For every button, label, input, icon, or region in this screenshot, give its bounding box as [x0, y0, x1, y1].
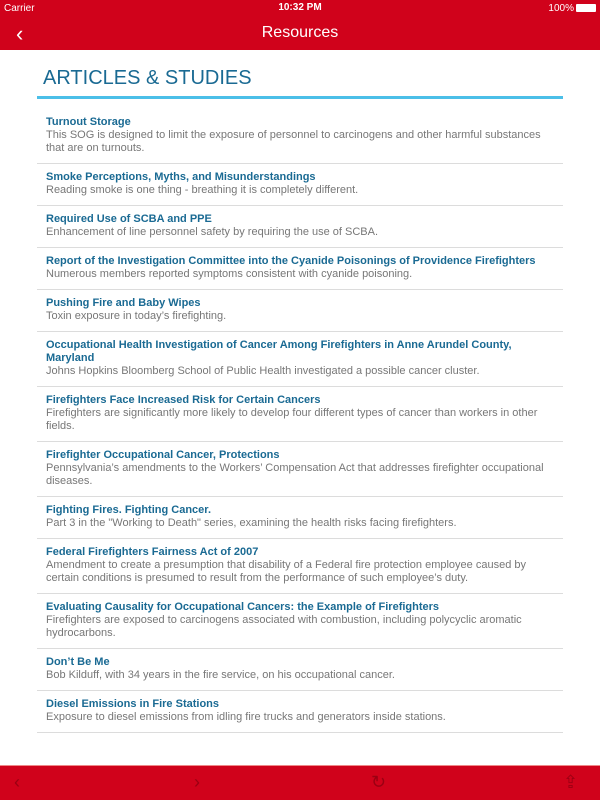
article-list	[37, 109, 563, 733]
article-title[interactable]: Diesel Emissions in Fire Stations	[46, 698, 219, 710]
article-title[interactable]: Evaluating Causality for Occupational Cancers: the Example of Firefighters	[46, 601, 440, 613]
article-description: Amendment to create a presumption that disability of a Federal fire protection employee caused by certain conditions is presumed to result from the performance of such employee’s duty.	[46, 559, 526, 584]
article-item[interactable]	[37, 109, 563, 164]
article-item[interactable]	[37, 594, 563, 649]
article-title[interactable]: Don’t Be Me	[46, 656, 110, 668]
battery-label: 100%	[548, 2, 574, 14]
article-title[interactable]: Turnout Storage	[46, 116, 131, 128]
article-item[interactable]	[37, 332, 563, 387]
article-description: Reading smoke is one thing - breathing it is completely different.	[46, 184, 359, 196]
section-title: ARTICLES & STUDIES	[43, 67, 252, 89]
article-item[interactable]	[37, 164, 563, 206]
article-title[interactable]: Firefighter Occupational Cancer, Protections	[46, 449, 280, 461]
back-button[interactable]: ‹	[16, 21, 24, 46]
status-time: 10:32 PM	[278, 2, 322, 13]
bottom-toolbar	[0, 765, 600, 800]
share-icon[interactable]: ⇪	[563, 772, 579, 792]
browser-forward-icon[interactable]: ›	[194, 772, 200, 792]
page-title: Resources	[261, 24, 339, 41]
article-description: Exposure to diesel emissions from idling fire trucks and generators inside stations.	[46, 711, 446, 723]
article-description: Pennsylvania’s amendments to the Workers’ Compensation Act that addresses firefighter occupational diseases.	[46, 462, 544, 487]
article-title[interactable]: Required Use of SCBA and PPE	[46, 213, 212, 225]
reload-icon[interactable]: ↻	[371, 772, 387, 792]
article-item[interactable]	[37, 539, 563, 594]
article-description: Firefighters are significantly more likely to develop four different types of cancer than workers in other fields.	[46, 407, 538, 432]
carrier-label: Carrier	[4, 2, 35, 14]
article-item[interactable]	[37, 206, 563, 248]
nav-bar	[0, 16, 600, 50]
article-title[interactable]: Occupational Health Investigation of Cancer Among Firefighters in Anne Arundel County, Maryland	[46, 339, 512, 364]
article-item[interactable]	[37, 442, 563, 497]
article-title[interactable]: Firefighters Face Increased Risk for Certain Cancers	[46, 394, 321, 406]
article-item[interactable]	[37, 387, 563, 442]
article-title[interactable]: Report of the Investigation Committee into the Cyanide Poisonings of Providence Firefighters	[46, 255, 536, 267]
article-description: This SOG is designed to limit the exposure of personnel to carcinogens and other harmful substances that are on turnouts.	[46, 129, 541, 154]
article-description: Numerous members reported symptoms consistent with cyanide poisoning.	[46, 268, 413, 280]
article-item[interactable]	[37, 649, 563, 691]
article-item[interactable]	[37, 290, 563, 332]
top-bar	[0, 0, 600, 50]
article-description: Part 3 in the "Working to Death" series, examining the health risks facing firefighters.	[46, 517, 457, 529]
article-description: Bob Kilduff, with 34 years in the fire service, on his occupational cancer.	[46, 669, 395, 681]
article-title[interactable]: Smoke Perceptions, Myths, and Misunderstandings	[46, 171, 316, 183]
article-item[interactable]	[37, 691, 563, 733]
content-scroll[interactable]	[0, 50, 600, 765]
article-description: Enhancement of line personnel safety by requiring the use of SCBA.	[46, 226, 379, 238]
article-title[interactable]: Fighting Fires. Fighting Cancer.	[46, 504, 212, 516]
article-title[interactable]: Federal Firefighters Fairness Act of 2007	[46, 546, 259, 558]
browser-back-icon[interactable]: ‹	[14, 772, 20, 792]
article-item[interactable]	[37, 497, 563, 539]
article-description: Johns Hopkins Bloomberg School of Public Health investigated a possible cancer cluster.	[46, 365, 480, 377]
article-title[interactable]: Pushing Fire and Baby Wipes	[46, 297, 201, 309]
article-description: Toxin exposure in today’s firefighting.	[46, 310, 227, 322]
status-bar	[0, 0, 600, 16]
article-item[interactable]	[37, 248, 563, 290]
section-divider	[37, 96, 563, 99]
article-description: Firefighters are exposed to carcinogens associated with combustion, including polycyclic aromatic hydrocarbons.	[46, 614, 522, 639]
